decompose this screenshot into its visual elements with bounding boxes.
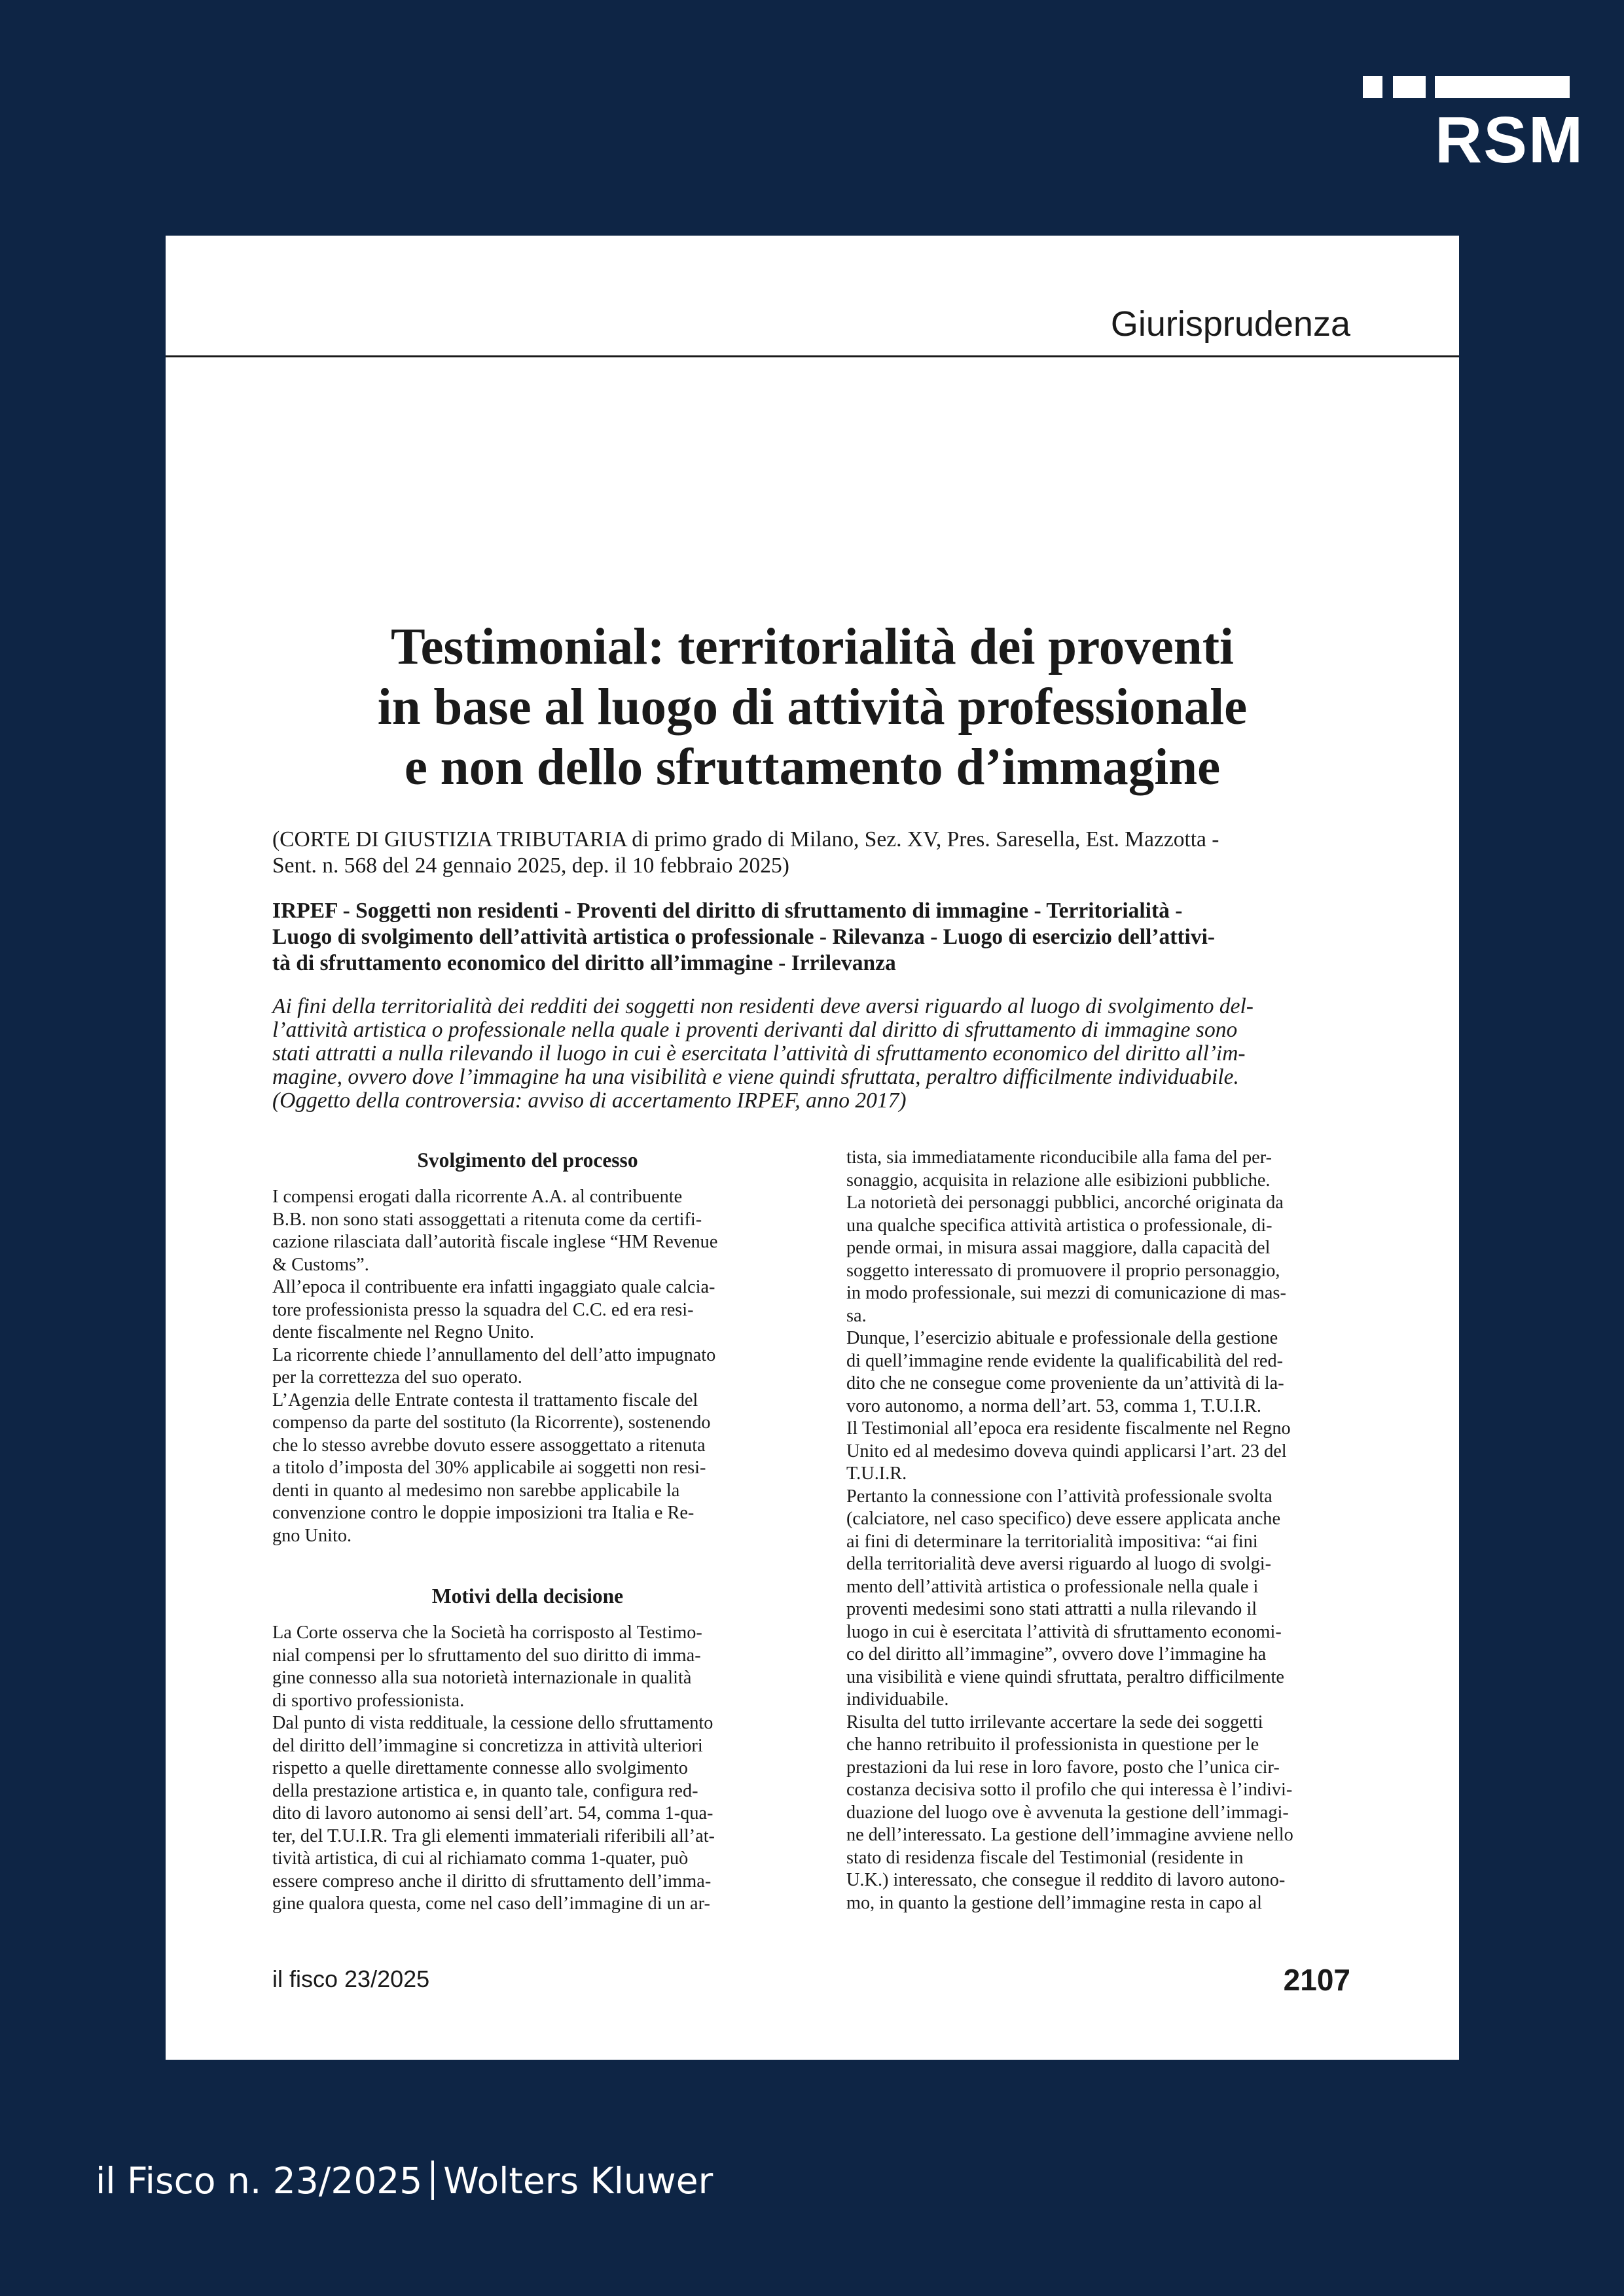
text-line: sonaggio, acquisita in relazione alle esibizioni pubbliche.: [846, 1170, 1271, 1191]
text-line: All’epoca il contribuente era infatti ingaggiato quale calcia-: [272, 1277, 715, 1297]
right-column: [846, 1147, 1357, 1914]
text-line: tività artistica, di cui al richiamato comma 1-quater, può: [272, 1848, 689, 1869]
keyword-line: IRPEF - Soggetti non residenti - Proventi del diritto di sfruttamento di immagine - Territorialità -: [272, 899, 1183, 923]
maxim: [272, 995, 1352, 1113]
left-column: [272, 1148, 783, 1916]
text-line: co del diritto all’immagine”, ovvero dove l’immagine ha: [846, 1644, 1267, 1664]
title-line: e non dello sfruttamento d’immagine: [404, 739, 1221, 796]
logo-bars: [1363, 76, 1570, 98]
text-line: individuabile.: [846, 1689, 949, 1710]
keyword-line: Luogo di svolgimento dell’attività artistica o professionale - Rilevanza - Luogo di esercizio dell’attivi-: [272, 925, 1216, 949]
maxim-line: stati attratti a nulla rilevando il luogo in cui è esercitata l’attività di sfruttamento economico del diritto all’im-: [272, 1041, 1246, 1066]
header-rule: [166, 355, 1459, 357]
text-line: gine connesso alla sua notorietà internazionale in qualità: [272, 1668, 692, 1688]
text-line: dito che ne consegue come proveniente da un’attività di la-: [846, 1373, 1284, 1393]
text-line: costanza decisiva sotto il profilo che qui interessa è l’indivi-: [846, 1780, 1293, 1800]
logo-wordmark: RSM: [1435, 103, 1585, 177]
text-line: una visibilità e viene quindi sfruttata, peraltro difficilmente: [846, 1666, 1284, 1687]
text-line: che hanno retribuito il professionista in questione per le: [846, 1734, 1259, 1755]
text-line: stato di residenza fiscale del Testimonial (residente in: [846, 1847, 1244, 1868]
text-line: mento dell’attività artistica o professionale nella quale i: [846, 1576, 1259, 1597]
text-line: denti in quanto al medesimo non sarebbe applicabile la: [272, 1480, 680, 1501]
keyword-line: tà di sfruttamento economico del diritto all’immagine - Irrilevanza: [272, 951, 896, 975]
text-line: nial compensi per lo sfruttamento del suo diritto di imma-: [272, 1645, 701, 1666]
logo-bar: [1393, 76, 1426, 98]
text-line: una qualche specifica attività artistica o professionale, di-: [846, 1215, 1272, 1236]
text-line: La ricorrente chiede l’annullamento del dell’atto impugnato: [272, 1344, 716, 1365]
text-line: tista, sia immediatamente riconducibile alla fama del per-: [846, 1147, 1272, 1168]
caption-issue: il Fisco n. 23/2025: [96, 2160, 423, 2202]
text-line: voro autonomo, a norma dell’art. 53, comma 1, T.U.I.R.: [846, 1395, 1261, 1416]
maxim-line: Ai fini della territorialità dei redditi dei soggetti non residenti deve aversi riguardo al luogo di svolgimento del-: [272, 994, 1254, 1018]
text-line: I compensi erogati dalla ricorrente A.A. al contribuente: [272, 1187, 683, 1207]
text-line: del diritto dell’immagine si concretizza in attività ulteriori: [272, 1735, 703, 1756]
text-line: Il Testimonial all’epoca era residente fiscalmente nel Regno: [846, 1418, 1291, 1439]
text-line: tore professionista presso la squadra del C.C. ed era resi-: [272, 1299, 694, 1320]
text-line: essere compreso anche il diritto di sfruttamento dell’imma-: [272, 1871, 712, 1892]
text-line: ai fini di determinare la territorialità impositiva: “ai fini: [846, 1531, 1258, 1552]
text-line: Pertanto la connessione con l’attività professionale svolta: [846, 1486, 1272, 1507]
text-line: gine qualora questa, come nel caso dell’immagine di un ar-: [272, 1893, 710, 1914]
text-line: ne dell’interessato. La gestione dell’immagine avviene nello: [846, 1825, 1293, 1845]
maxim-line: l’attività artistica o professionale nella quale i proventi derivanti dal diritto di sfruttamento di immagine sono: [272, 1018, 1238, 1042]
maxim-line: magine, ovvero dove l’immagine ha una visibilità e viene quindi sfruttata, peraltro difficilmente individuabile.: [272, 1065, 1239, 1089]
text-line: ter, del T.U.I.R. Tra gli elementi immateriali riferibili all’at-: [272, 1825, 715, 1846]
text-block: [272, 1622, 783, 1916]
court-reference: [272, 827, 1352, 879]
keywords: [272, 898, 1352, 977]
text-line: mo, in quanto la gestione dell’immagine resta in capo al: [846, 1892, 1262, 1913]
caption-publisher: Wolters Kluwer: [443, 2160, 713, 2202]
text-line: cazione rilasciata dall’autorità fiscale inglese “HM Revenue: [272, 1232, 718, 1252]
caption-separator: [431, 2161, 434, 2200]
court-line: Sent. n. 568 del 24 gennaio 2025, dep. il 10 febbraio 2025): [272, 853, 789, 878]
text-line: gno Unito.: [272, 1525, 352, 1546]
rsm-logo: [1363, 76, 1585, 177]
maxim-line: (Oggetto della controversia: avviso di accertamento IRPEF, anno 2017): [272, 1088, 907, 1113]
bottom-caption: [96, 2160, 713, 2202]
text-line: T.U.I.R.: [846, 1463, 907, 1484]
logo-bar: [1363, 76, 1382, 98]
text-line: della prestazione artistica e, in quanto tale, configura red-: [272, 1780, 698, 1801]
text-line: a titolo d’imposta del 30% applicabile ai soggetti non resi-: [272, 1458, 706, 1478]
text-line: prestazioni da lui rese in loro favore, posto che l’unica cir-: [846, 1757, 1280, 1778]
text-line: dito di lavoro autonomo ai sensi dell’art. 54, comma 1-qua-: [272, 1803, 713, 1823]
text-line: per la correttezza del suo operato.: [272, 1367, 522, 1388]
title-line: in base al luogo di attività professionale: [377, 679, 1248, 736]
text-line: di sportivo professionista.: [272, 1690, 465, 1711]
text-line: della territorialità deve aversi riguardo al luogo di svolgi-: [846, 1554, 1272, 1574]
text-line: che lo stesso avrebbe dovuto essere assoggettato a ritenuta: [272, 1435, 706, 1456]
page-number: 2107: [1283, 1963, 1350, 1997]
journal-page: [166, 236, 1459, 2060]
text-line: La notorietà dei personaggi pubblici, ancorché originata da: [846, 1193, 1284, 1213]
text-line: (calciatore, nel caso specifico) deve essere applicata anche: [846, 1509, 1281, 1529]
court-line: (CORTE DI GIUSTIZIA TRIBUTARIA di primo grado di Milano, Sez. XV, Pres. Saresella, Est. Mazzotta -: [272, 827, 1219, 852]
article-title: [166, 617, 1459, 798]
text-line: & Customs”.: [272, 1254, 369, 1275]
footer-journal: il fisco 23/2025: [272, 1965, 430, 1992]
text-line: di quell’immagine rende evidente la qualificabilità del red-: [846, 1350, 1284, 1371]
text-line: convenzione contro le doppie imposizioni tra Italia e Re-: [272, 1503, 695, 1523]
text-line: Dal punto di vista reddituale, la cessione dello sfruttamento: [272, 1713, 713, 1733]
text-line: Risulta del tutto irrilevante accertare la sede dei soggetti: [846, 1712, 1263, 1732]
heading-svolgimento: Svolgimento del processo: [417, 1149, 638, 1172]
text-line: dente fiscalmente nel Regno Unito.: [272, 1322, 534, 1342]
text-line: duazione del luogo ove è avvenuta la gestione dell’immagi-: [846, 1802, 1289, 1823]
logo-bar: [1435, 76, 1570, 98]
title-line: Testimonial: territorialità dei proventi: [391, 619, 1234, 675]
text-line: L’Agenzia delle Entrate contesta il trattamento fiscale del: [272, 1390, 698, 1410]
text-line: U.K.) interessato, che consegue il reddito di lavoro autono-: [846, 1870, 1286, 1890]
text-line: soggetto interessato di promuovere il proprio personaggio,: [846, 1260, 1280, 1281]
text-line: sa.: [846, 1305, 867, 1326]
text-line: in modo professionale, sui mezzi di comunicazione di mas-: [846, 1283, 1286, 1303]
text-line: pende ormai, in misura assai maggiore, dalla capacità del: [846, 1238, 1271, 1258]
heading-motivi: Motivi della decisione: [431, 1585, 624, 1607]
text-line: La Corte osserva che la Società ha corrisposto al Testimo-: [272, 1623, 702, 1643]
text-line: B.B. non sono stati assoggettati a ritenuta come da certifi-: [272, 1209, 702, 1230]
section-label: Giurisprudenza: [1110, 304, 1350, 344]
text-line: rispetto a quelle direttamente connesse allo svolgimento: [272, 1758, 688, 1778]
text-block: [272, 1186, 783, 1547]
text-line: compenso da parte del sostituto (la Ricorrente), sostenendo: [272, 1412, 711, 1433]
text-line: proventi medesimi sono stati attratti a nulla rilevando il: [846, 1599, 1257, 1619]
text-line: Dunque, l’esercizio abituale e professionale della gestione: [846, 1328, 1278, 1348]
text-line: luogo in cui è esercitata l’attività di sfruttamento economi-: [846, 1621, 1282, 1642]
text-line: Unito ed al medesimo doveva quindi applicarsi l’art. 23 del: [846, 1441, 1287, 1462]
